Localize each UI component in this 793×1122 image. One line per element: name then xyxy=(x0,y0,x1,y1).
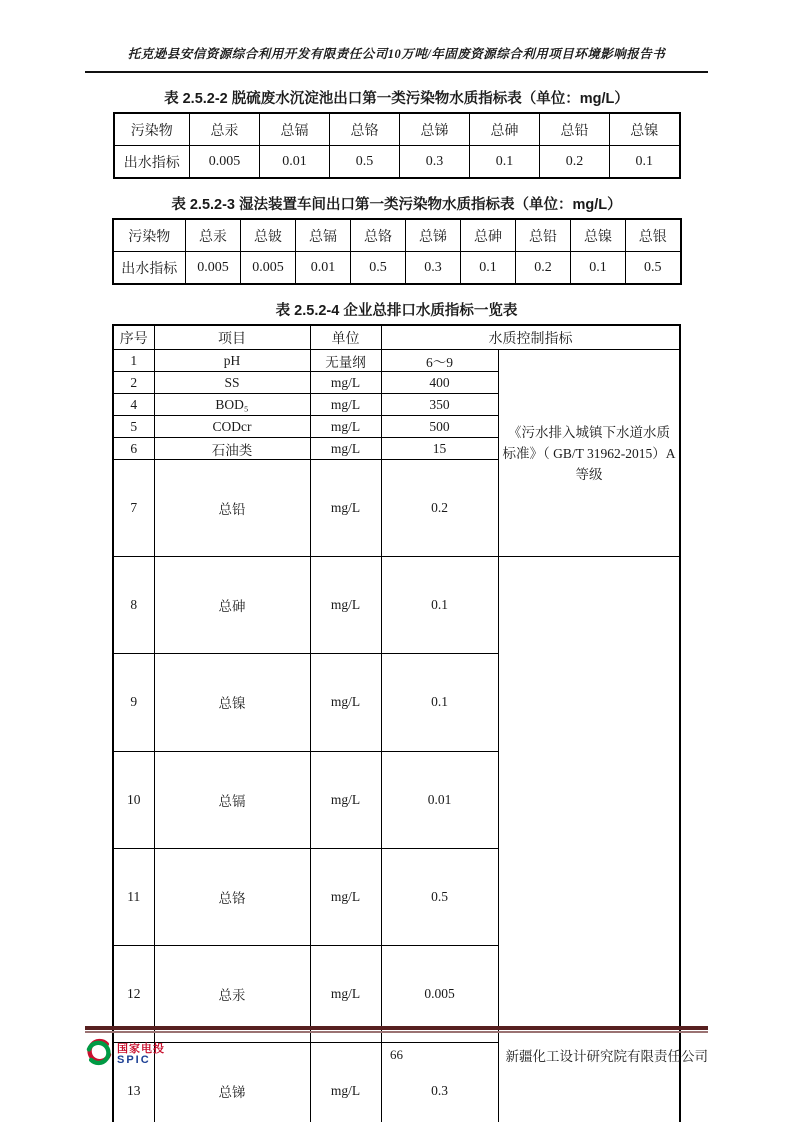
table-cell: 0.01 xyxy=(296,252,351,285)
page-footer xyxy=(85,1026,708,1071)
table-cell-unit: mg/L xyxy=(310,945,381,1042)
table-cell-no: 7 xyxy=(113,460,154,557)
table-cell-item: 总镉 xyxy=(154,751,310,848)
table-cell: 总镉 xyxy=(260,113,330,146)
table-cell-no: 8 xyxy=(113,557,154,654)
table-cell: 总汞 xyxy=(186,219,241,252)
table-cell: 0.01 xyxy=(260,146,330,179)
table-cell-item: 总砷 xyxy=(154,557,310,654)
table-cell-value: 0.2 xyxy=(381,460,498,557)
table-cell: 0.005 xyxy=(190,146,260,179)
logo-text-cn: 国家电投 xyxy=(117,1042,165,1055)
table-cell: 0.5 xyxy=(626,252,681,285)
table-row xyxy=(114,146,680,179)
table-cell-no: 4 xyxy=(113,394,154,416)
table-cell-value: 350 xyxy=(381,394,498,416)
table-cell-value: 0.3 xyxy=(381,1043,498,1122)
table-cell-value: 6～9 xyxy=(381,350,498,372)
table-cell-item: 总汞 xyxy=(154,945,310,1042)
table-cell-item: CODcr xyxy=(154,416,310,438)
table-row xyxy=(113,848,680,945)
table-cell-unit: mg/L xyxy=(310,416,381,438)
table-cell-no: 11 xyxy=(113,848,154,945)
table-cell: 0.005 xyxy=(186,252,241,285)
table-cell: 0.5 xyxy=(351,252,406,285)
table-row xyxy=(113,751,680,848)
table-cell: 污染物 xyxy=(114,113,190,146)
table-cell: 总铬 xyxy=(351,219,406,252)
table-cell: 0.1 xyxy=(470,146,540,179)
table-cell-value: 0.005 xyxy=(381,945,498,1042)
table-cell: 0.2 xyxy=(540,146,610,179)
table-cell: 总铬 xyxy=(330,113,400,146)
table-row xyxy=(113,654,680,751)
table-cell: 总镍 xyxy=(610,113,680,146)
table-cell: 0.1 xyxy=(571,252,626,285)
table-cell-item: 总镍 xyxy=(154,654,310,751)
table1-title: 表 2.5.2-2 脱硫废水沉淀池出口第一类污染物水质指标表（单位：mg/L） xyxy=(164,91,629,107)
table-cell-unit: mg/L xyxy=(310,751,381,848)
table-cell-item: BOD₅ xyxy=(154,394,310,416)
table3-title: 表 2.5.2-4 企业总排口水质指标一览表 xyxy=(275,303,518,319)
table-cell: 总锑 xyxy=(400,113,470,146)
footer-rule-thin xyxy=(85,1031,708,1033)
table-cell: 总铅 xyxy=(540,113,610,146)
logo-text-en: SPIC xyxy=(117,1053,151,1066)
table-cell-unit: mg/L xyxy=(310,372,381,394)
col-header-item: 项目 xyxy=(154,325,310,350)
table-cell-item: 总铬 xyxy=(154,848,310,945)
table-cell-no: 9 xyxy=(113,654,154,751)
table-cell-no: 10 xyxy=(113,751,154,848)
table-cell-no: 5 xyxy=(113,416,154,438)
table-cell: 总砷 xyxy=(470,113,540,146)
table-row xyxy=(113,557,680,654)
table-cell-value: 0.5 xyxy=(381,848,498,945)
table-cell-value: 0.1 xyxy=(381,557,498,654)
spic-logo xyxy=(85,1038,293,1071)
table-cell: 总锑 xyxy=(406,219,461,252)
table-row xyxy=(113,219,681,252)
table-cell-value: 0.1 xyxy=(381,654,498,751)
table-cell: 0.1 xyxy=(610,146,680,179)
table-cell-value: 0.01 xyxy=(381,751,498,848)
col-header-no: 序号 xyxy=(113,325,154,350)
table-cell-unit: mg/L xyxy=(310,654,381,751)
table-cell-no: 13 xyxy=(113,1043,154,1122)
table-cell-item: 总铅 xyxy=(154,460,310,557)
spic-logo-icon xyxy=(85,1038,113,1071)
footer-company: 新疆化工设计研究院有限责任公司 xyxy=(505,1048,709,1064)
table-cell-no: 6 xyxy=(113,438,154,460)
table-cell-value: 500 xyxy=(381,416,498,438)
table-cell: 0.5 xyxy=(330,146,400,179)
table-cell: 污染物 xyxy=(113,219,186,252)
table-cell: 总汞 xyxy=(190,113,260,146)
page-content xyxy=(98,87,695,1122)
table-cell-unit: mg/L xyxy=(310,460,381,557)
col-header-control: 水质控制指标 xyxy=(381,325,680,350)
table-cell-item: SS xyxy=(154,372,310,394)
table-cell-unit: mg/L xyxy=(310,438,381,460)
col-header-unit: 单位 xyxy=(310,325,381,350)
table-cell-no: 2 xyxy=(113,372,154,394)
page-number: 66 xyxy=(390,1046,403,1062)
table-cell: 出水指标 xyxy=(114,146,190,179)
table-cell-no: 12 xyxy=(113,945,154,1042)
footer-rule xyxy=(85,1026,708,1030)
table-cell: 总镍 xyxy=(571,219,626,252)
table-cell: 总银 xyxy=(626,219,681,252)
table-cell-unit: 无量纲 xyxy=(310,350,381,372)
table-cell-unit: mg/L xyxy=(310,1043,381,1122)
table-cell-item: pH xyxy=(154,350,310,372)
table-row xyxy=(114,113,680,146)
table-cell-unit: mg/L xyxy=(310,394,381,416)
table-cell: 总砷 xyxy=(461,219,516,252)
table-desulfurization-outlet xyxy=(113,112,681,179)
table-cell: 出水指标 xyxy=(113,252,186,285)
header-title: 托克逊县安信资源综合利用开发有限责任公司10万吨/年固废资源综合利用项目环境影响报告书 xyxy=(127,47,666,61)
table-cell: 0.005 xyxy=(241,252,296,285)
page-header xyxy=(85,44,708,73)
table-cell-no: 1 xyxy=(113,350,154,372)
table-main-outfall xyxy=(112,324,681,1122)
standard-reference-cell: 《污水排入城镇下水道水质标准》（ GB/T 31962-2015）A等级 xyxy=(498,350,680,557)
table-cell-item: 石油类 xyxy=(154,438,310,460)
table-cell-value: 400 xyxy=(381,372,498,394)
table-cell: 0.3 xyxy=(406,252,461,285)
table-cell-unit: mg/L xyxy=(310,557,381,654)
table-wet-process-outlet xyxy=(112,218,682,285)
table-row xyxy=(113,252,681,285)
table-cell: 0.3 xyxy=(400,146,470,179)
table-row xyxy=(113,350,680,372)
table-cell: 总铍 xyxy=(241,219,296,252)
table2-title: 表 2.5.2-3 湿法装置车间出口第一类污染物水质指标表（单位：mg/L） xyxy=(171,197,622,213)
table-cell: 总镉 xyxy=(296,219,351,252)
table-cell: 0.2 xyxy=(516,252,571,285)
table-cell-value: 15 xyxy=(381,438,498,460)
table-header-row xyxy=(113,325,680,350)
table-cell: 总铅 xyxy=(516,219,571,252)
table-cell-unit: mg/L xyxy=(310,848,381,945)
table-cell: 0.1 xyxy=(461,252,516,285)
table-cell-item: 总锑 xyxy=(154,1043,310,1122)
